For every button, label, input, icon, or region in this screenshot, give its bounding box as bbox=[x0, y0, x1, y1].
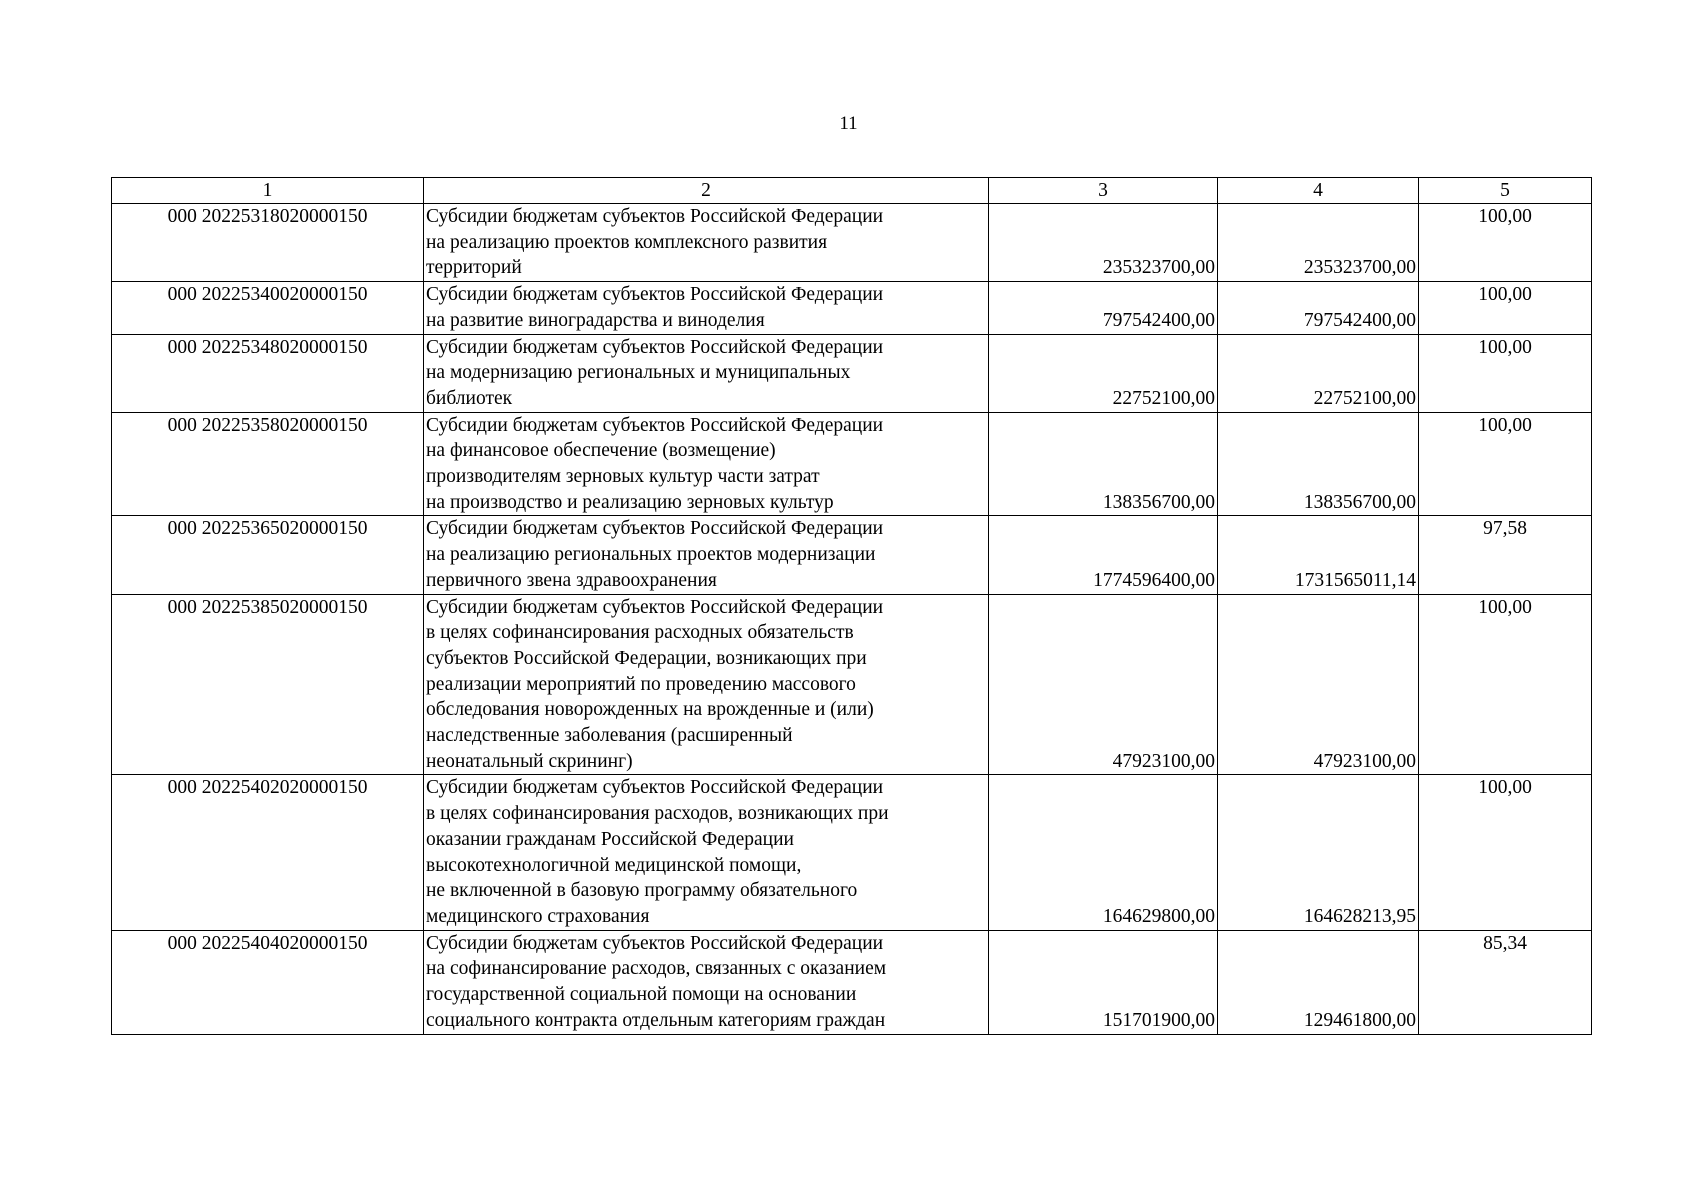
description-line: наследственные заболевания (расширенный bbox=[426, 725, 793, 747]
description-line: обследования новорожденных на врожденные и (или) bbox=[426, 699, 874, 721]
budget-code-cell: 000 20225365020000150 bbox=[112, 516, 424, 594]
executed-amount-cell: 235323700,00 bbox=[1218, 204, 1419, 282]
description-line: на производство и реализацию зерновых культур bbox=[426, 491, 834, 513]
execution-percent-cell: 97,58 bbox=[1419, 516, 1592, 594]
description-line: на развитие виноградарства и виноделия bbox=[426, 309, 765, 331]
table-row bbox=[112, 775, 1592, 930]
executed-amount-cell: 797542400,00 bbox=[1218, 282, 1419, 334]
executed-amount-cell: 129461800,00 bbox=[1218, 930, 1419, 1034]
approved-amount-cell: 164629800,00 bbox=[989, 775, 1218, 930]
description-cell bbox=[424, 412, 989, 516]
budget-code-cell: 000 20225404020000150 bbox=[112, 930, 424, 1034]
description-line: Субсидии бюджетам субъектов Российской Федерации bbox=[426, 777, 884, 799]
approved-amount-cell: 151701900,00 bbox=[989, 930, 1218, 1034]
table-body bbox=[112, 204, 1592, 1035]
table-row bbox=[112, 594, 1592, 775]
description-cell bbox=[424, 930, 989, 1034]
executed-amount-cell: 164628213,95 bbox=[1218, 775, 1419, 930]
executed-amount-cell: 22752100,00 bbox=[1218, 334, 1419, 412]
approved-amount-cell: 138356700,00 bbox=[989, 412, 1218, 516]
budget-table bbox=[111, 177, 1592, 1035]
column-header-1: 1 bbox=[112, 178, 424, 204]
execution-percent-cell: 100,00 bbox=[1419, 594, 1592, 775]
approved-amount-cell: 235323700,00 bbox=[989, 204, 1218, 282]
description-line: первичного звена здравоохранения bbox=[426, 569, 717, 591]
description-line: Субсидии бюджетам субъектов Российской Федерации bbox=[426, 336, 884, 358]
description-cell bbox=[424, 516, 989, 594]
description-cell bbox=[424, 334, 989, 412]
table-row bbox=[112, 282, 1592, 334]
column-header-3: 3 bbox=[989, 178, 1218, 204]
description-line: на софинансирование расходов, связанных с оказанием bbox=[426, 958, 887, 980]
description-line: субъектов Российской Федерации, возникающих при bbox=[426, 647, 867, 669]
approved-amount-cell: 797542400,00 bbox=[989, 282, 1218, 334]
description-line: высокотехнологичной медицинской помощи, bbox=[426, 854, 802, 876]
description-line: Субсидии бюджетам субъектов Российской Федерации bbox=[426, 518, 884, 540]
description-line: реализации мероприятий по проведению массового bbox=[426, 673, 856, 695]
column-header-5: 5 bbox=[1419, 178, 1592, 204]
description-line: оказании гражданам Российской Федерации bbox=[426, 828, 794, 850]
execution-percent-cell: 100,00 bbox=[1419, 775, 1592, 930]
execution-percent-cell: 100,00 bbox=[1419, 334, 1592, 412]
description-line: медицинского страхования bbox=[426, 905, 650, 927]
description-line: не включенной в базовую программу обязательного bbox=[426, 880, 858, 902]
column-header-4: 4 bbox=[1218, 178, 1419, 204]
executed-amount-cell: 1731565011,14 bbox=[1218, 516, 1419, 594]
column-header-2: 2 bbox=[424, 178, 989, 204]
description-cell bbox=[424, 204, 989, 282]
table-row bbox=[112, 334, 1592, 412]
approved-amount-cell: 1774596400,00 bbox=[989, 516, 1218, 594]
description-line: Субсидии бюджетам субъектов Российской Федерации bbox=[426, 932, 884, 954]
description-line: на модернизацию региональных и муниципальных bbox=[426, 362, 851, 384]
budget-code-cell: 000 20225402020000150 bbox=[112, 775, 424, 930]
table-row bbox=[112, 204, 1592, 282]
description-line: социального контракта отдельным категориям граждан bbox=[426, 1009, 886, 1031]
approved-amount-cell: 47923100,00 bbox=[989, 594, 1218, 775]
column-number-row bbox=[112, 178, 1592, 204]
description-line: библиотек bbox=[426, 387, 513, 409]
description-line: на реализацию проектов комплексного развития bbox=[426, 231, 828, 253]
execution-percent-cell: 100,00 bbox=[1419, 282, 1592, 334]
budget-code-cell: 000 20225385020000150 bbox=[112, 594, 424, 775]
description-cell bbox=[424, 594, 989, 775]
budget-code-cell: 000 20225348020000150 bbox=[112, 334, 424, 412]
approved-amount-cell: 22752100,00 bbox=[989, 334, 1218, 412]
execution-percent-cell: 85,34 bbox=[1419, 930, 1592, 1034]
table-row bbox=[112, 516, 1592, 594]
execution-percent-cell: 100,00 bbox=[1419, 412, 1592, 516]
description-line: неонатальный скрининг) bbox=[426, 750, 633, 772]
description-line: Субсидии бюджетам субъектов Российской Федерации bbox=[426, 206, 884, 227]
description-line: государственной социальной помощи на основании bbox=[426, 984, 857, 1006]
budget-code-cell: 000 20225318020000150 bbox=[112, 204, 424, 282]
description-cell bbox=[424, 775, 989, 930]
description-line: в целях софинансирования расходных обязательств bbox=[426, 622, 854, 644]
description-line: территорий bbox=[426, 257, 522, 279]
description-cell bbox=[424, 282, 989, 334]
description-line: на финансовое обеспечение (возмещение) bbox=[426, 440, 776, 462]
page-number: 11 bbox=[839, 113, 858, 134]
execution-percent-cell: 100,00 bbox=[1419, 204, 1592, 282]
description-line: Субсидии бюджетам субъектов Российской Федерации bbox=[426, 596, 884, 618]
description-line: в целях софинансирования расходов, возникающих при bbox=[426, 803, 889, 825]
description-line: на реализацию региональных проектов модернизации bbox=[426, 544, 876, 566]
budget-code-cell: 000 20225340020000150 bbox=[112, 282, 424, 334]
table-row bbox=[112, 412, 1592, 516]
table-row bbox=[112, 930, 1592, 1034]
budget-code-cell: 000 20225358020000150 bbox=[112, 412, 424, 516]
description-line: Субсидии бюджетам субъектов Российской Федерации bbox=[426, 414, 884, 436]
description-line: Субсидии бюджетам субъектов Российской Федерации bbox=[426, 284, 884, 306]
description-line: производителям зерновых культур части затрат bbox=[426, 466, 820, 488]
executed-amount-cell: 47923100,00 bbox=[1218, 594, 1419, 775]
executed-amount-cell: 138356700,00 bbox=[1218, 412, 1419, 516]
